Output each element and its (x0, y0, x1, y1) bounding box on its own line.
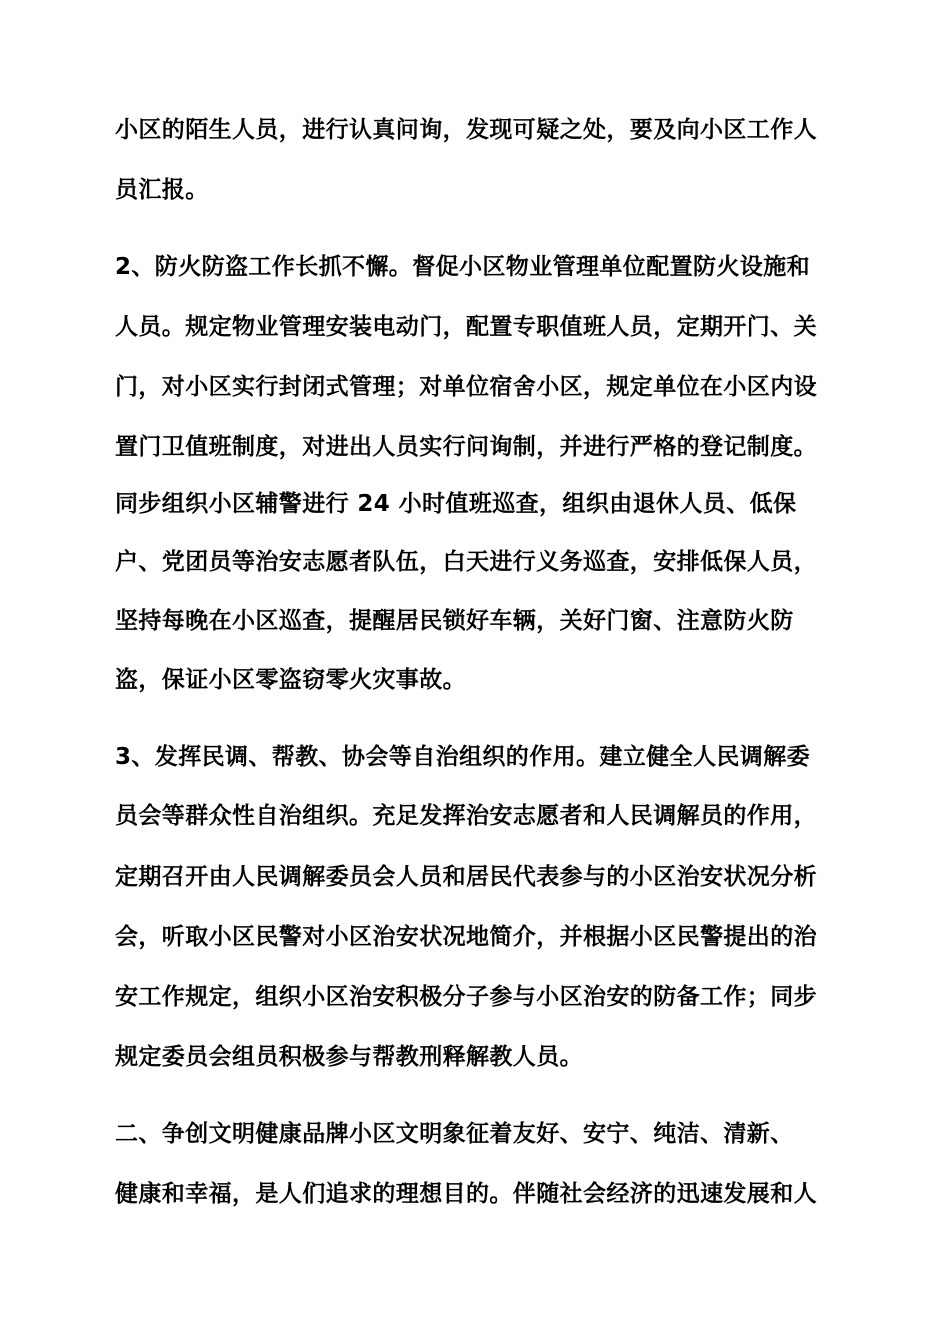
text-line: 规定委员会组员积极参与帮教刑释解教人员。 (115, 1044, 583, 1070)
text-line: 二、争创文明健康品牌小区文明象征着友好、安宁、纯洁、清新、 (115, 1121, 794, 1147)
text-line: 盗，保证小区零盗窃零火灾事故。 (115, 667, 466, 693)
text-line: 坚持每晚在小区巡查，提醒居民锁好车辆，关好门窗、注意防火防 (115, 608, 794, 634)
text-line: 置门卫值班制度，对进出人员实行问询制，并进行严格的登记制度。 (115, 434, 817, 460)
text-line: 安工作规定，组织小区治安积极分子参与小区治安的防备工作；同步 (115, 984, 817, 1010)
text-line: 人员。规定物业管理安装电动门，配置专职值班人员，定期开门、关 (115, 314, 817, 340)
text-line: 员会等群众性自治组织。充足发挥治安志愿者和人民调解员的作用， (115, 803, 817, 829)
text-line: 3、发挥民调、帮教、协会等自治组织的作用。建立健全人民调解委 (115, 744, 811, 770)
text-line: 定期召开由人民调解委员会人员和居民代表参与的小区治安状况分析 (115, 864, 817, 890)
text-line: 员汇报。 (115, 177, 209, 203)
text-line: 健康和幸福，是人们追求的理想目的。伴随社会经济的迅速发展和人 (115, 1181, 817, 1207)
text-line: 2、防火防盗工作长抓不懈。督促小区物业管理单位配置防火设施和 (115, 254, 811, 280)
text-line: 同步组织小区辅警进行 24 小时值班巡查，组织由退休人员、低保 (115, 491, 797, 517)
text-line: 户、党团员等治安志愿者队伍，白天进行义务巡查，安排低保人员， (115, 549, 817, 575)
text-line: 门，对小区实行封闭式管理；对单位宿舍小区，规定单位在小区内设 (115, 374, 817, 400)
text-line: 小区的陌生人员，进行认真问询，发现可疑之处，要及向小区工作人 (115, 117, 817, 143)
text-line: 会，听取小区民警对小区治安状况地简介，并根据小区民警提出的治 (115, 924, 817, 950)
